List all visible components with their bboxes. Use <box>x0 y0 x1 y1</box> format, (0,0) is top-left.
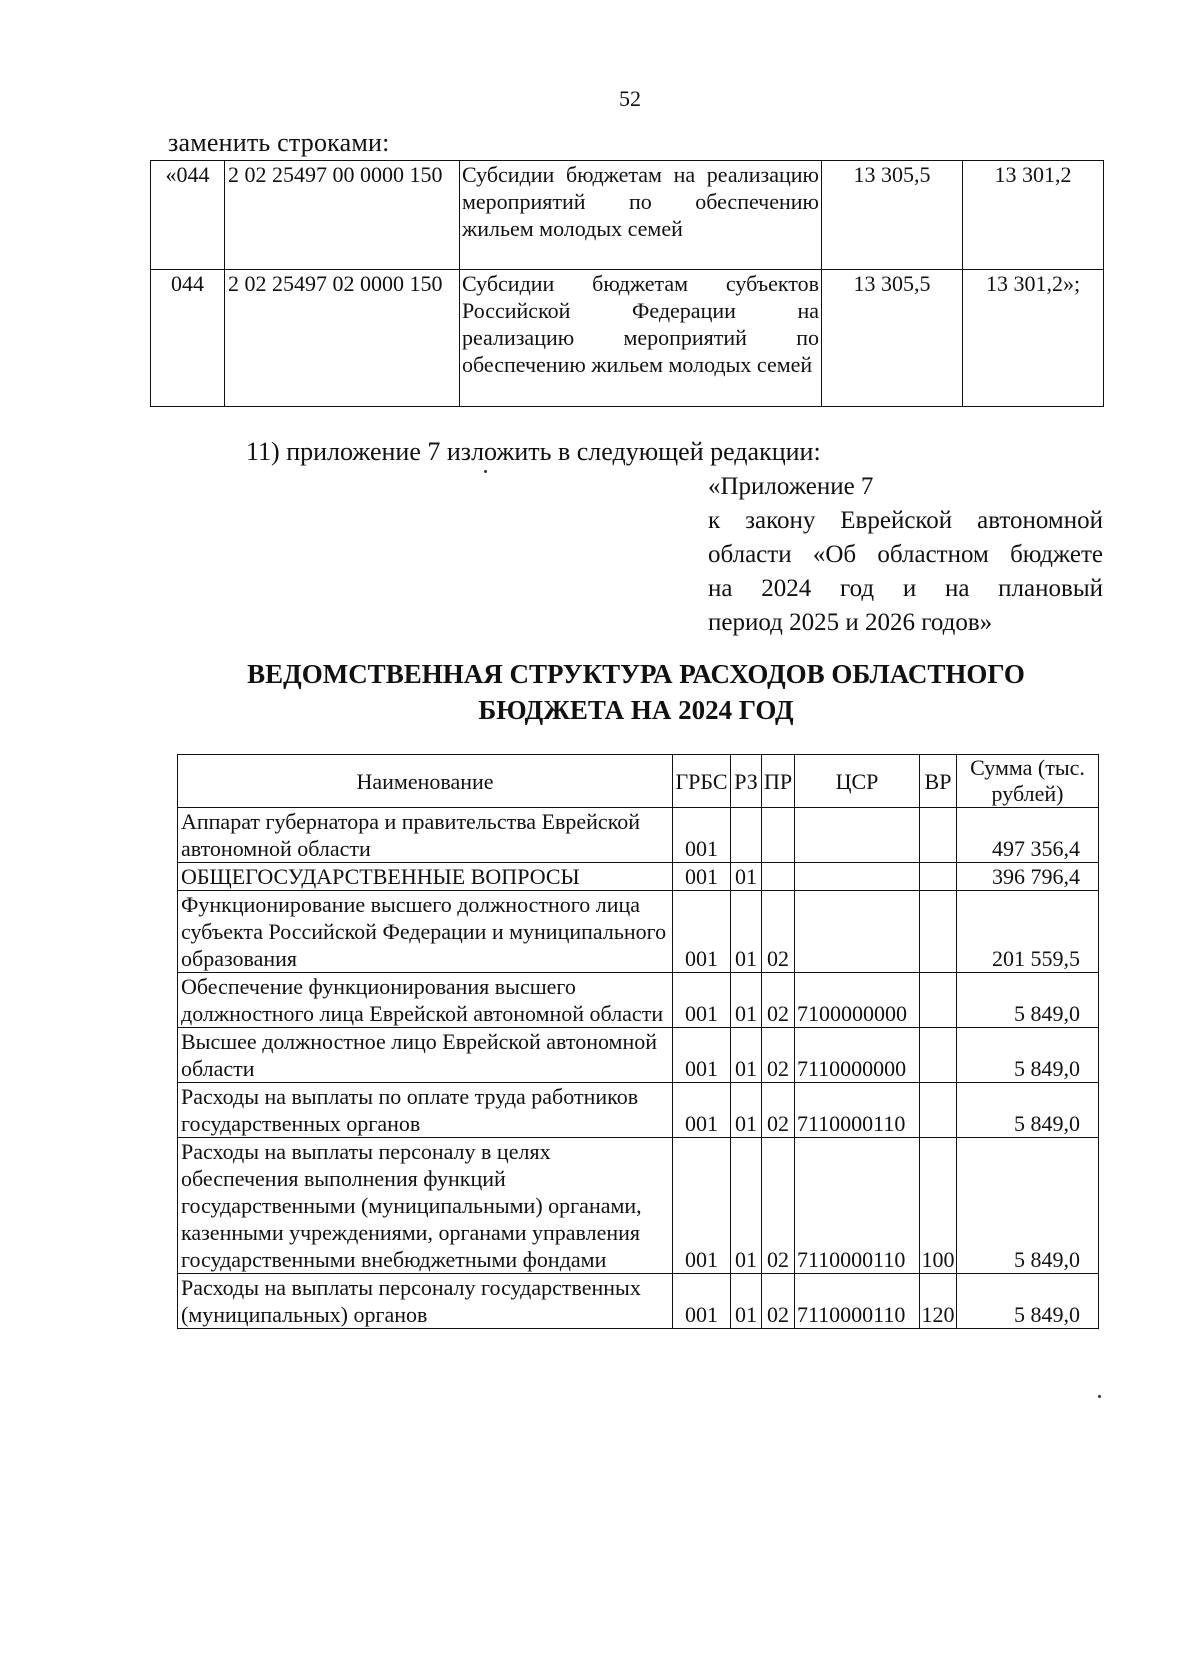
row-sum: 5 849,0 <box>957 1083 1099 1138</box>
table-row <box>178 863 1099 891</box>
amount-2025: 13 305,5 <box>822 270 963 407</box>
scan-speck <box>1098 1395 1101 1398</box>
row-rz: 01 <box>731 891 762 973</box>
row-rz <box>731 808 762 863</box>
row-pr <box>762 808 795 863</box>
row-vr <box>920 863 957 891</box>
row-grbs: 001 <box>673 1083 731 1138</box>
row-grbs: 001 <box>673 973 731 1028</box>
row-name: Расходы на выплаты персоналу в целях обеспечения выполнения функций государственными (муниципальными) органами, казенными учреждениями, органами управления государственными внебюджетными фондами <box>178 1138 673 1274</box>
appendix-line: к закону Еврейской автономной <box>708 507 1103 534</box>
row-grbs: 001 <box>673 1028 731 1083</box>
row-vr: 100 <box>920 1138 957 1274</box>
row-pr: 02 <box>762 1083 795 1138</box>
row-pr: 02 <box>762 1028 795 1083</box>
table-row <box>178 1274 1099 1329</box>
row-rz: 01 <box>731 1274 762 1329</box>
header-sum: Сумма (тыс. рублей) <box>957 755 1099 808</box>
row-rz: 01 <box>731 863 762 891</box>
row-grbs: 001 <box>673 1274 731 1329</box>
table-row <box>151 161 1104 270</box>
row-csr: 7110000110 <box>795 1138 920 1274</box>
table-row <box>151 270 1104 407</box>
intro-text: заменить строками: <box>168 128 390 157</box>
row-grbs: 001 <box>673 1138 731 1274</box>
row-name: Высшее должностное лицо Еврейской автономной области <box>178 1028 673 1083</box>
row-csr <box>795 808 920 863</box>
row-pr: 02 <box>762 1274 795 1329</box>
row-vr: 120 <box>920 1274 957 1329</box>
amount-2025: 13 305,5 <box>822 161 963 270</box>
row-grbs: 001 <box>673 891 731 973</box>
appendix-line: области «Об областном бюджете <box>708 541 1103 568</box>
table-header-row <box>178 755 1099 808</box>
row-csr: 7110000110 <box>795 1083 920 1138</box>
header-pr: ПР <box>762 755 795 808</box>
row-sum: 497 356,4 <box>957 808 1099 863</box>
heading-line: ВЕДОМСТВЕННАЯ СТРУКТУРА РАСХОДОВ ОБЛАСТНОГО <box>247 659 1025 689</box>
amount-2026: 13 301,2 <box>963 161 1104 270</box>
row-pr <box>762 863 795 891</box>
row-grbs: 001 <box>673 808 731 863</box>
row-name: Обеспечение функционирования высшего должностного лица Еврейской автономной области <box>178 973 673 1028</box>
row-sum: 5 849,0 <box>957 973 1099 1028</box>
page-number: 52 <box>619 86 641 111</box>
row-name: ОБЩЕГОСУДАРСТВЕННЫЕ ВОПРОСЫ <box>178 863 673 891</box>
appendix-line: на 2024 год и на плановый <box>708 575 1103 602</box>
row-vr <box>920 973 957 1028</box>
row-vr <box>920 1083 957 1138</box>
heading-line: БЮДЖЕТА НА 2024 ГОД <box>478 695 794 725</box>
header-csr: ЦСР <box>795 755 920 808</box>
row-name: Расходы на выплаты по оплате труда работников государственных органов <box>178 1083 673 1138</box>
table-row <box>178 1083 1099 1138</box>
row-pr: 02 <box>762 973 795 1028</box>
row-sum: 5 849,0 <box>957 1028 1099 1083</box>
income-name: Субсидии бюджетам субъектов Российской Федерации на реализацию мероприятий по обеспечению жильем молодых семей <box>460 270 822 407</box>
header-grbs: ГРБС <box>673 755 731 808</box>
row-csr: 7110000110 <box>795 1274 920 1329</box>
row-sum: 5 849,0 <box>957 1274 1099 1329</box>
admin-code: 044 <box>151 270 225 407</box>
row-rz: 01 <box>731 973 762 1028</box>
row-name: Аппарат губернатора и правительства Еврейской автономной области <box>178 808 673 863</box>
appendix-reference <box>708 470 1103 640</box>
header-name: Наименование <box>178 755 673 808</box>
table-row <box>178 808 1099 863</box>
appendix-line: «Приложение 7 <box>708 473 874 500</box>
replacement-table <box>150 160 1104 407</box>
appendix-line: период 2025 и 2026 годов» <box>708 609 993 636</box>
row-sum: 5 849,0 <box>957 1138 1099 1274</box>
amount-2026: 13 301,2»; <box>963 270 1104 407</box>
row-rz: 01 <box>731 1138 762 1274</box>
row-csr: 7110000000 <box>795 1028 920 1083</box>
row-pr: 02 <box>762 1138 795 1274</box>
scan-speck <box>484 470 487 473</box>
row-sum: 201 559,5 <box>957 891 1099 973</box>
table-row <box>178 973 1099 1028</box>
row-csr <box>795 863 920 891</box>
document-heading <box>160 656 1112 728</box>
budget-code: 2 02 25497 00 0000 150 <box>225 161 460 270</box>
table-row <box>178 891 1099 973</box>
budget-code: 2 02 25497 02 0000 150 <box>225 270 460 407</box>
row-vr <box>920 808 957 863</box>
table-row <box>178 1028 1099 1083</box>
row-grbs: 001 <box>673 863 731 891</box>
row-vr <box>920 891 957 973</box>
row-csr <box>795 891 920 973</box>
table-body <box>178 808 1099 1329</box>
row-vr <box>920 1028 957 1083</box>
row-csr: 7100000000 <box>795 973 920 1028</box>
header-rz: РЗ <box>731 755 762 808</box>
row-rz: 01 <box>731 1028 762 1083</box>
row-name: Функционирование высшего должностного лица субъекта Российской Федерации и муниципального образования <box>178 891 673 973</box>
header-vr: ВР <box>920 755 957 808</box>
row-rz: 01 <box>731 1083 762 1138</box>
row-pr: 02 <box>762 891 795 973</box>
row-sum: 396 796,4 <box>957 863 1099 891</box>
table-row <box>178 1138 1099 1274</box>
expenditure-table <box>177 754 1099 1329</box>
admin-code: «044 <box>151 161 225 270</box>
row-name: Расходы на выплаты персоналу государственных (муниципальных) органов <box>178 1274 673 1329</box>
income-name: Субсидии бюджетам на реализацию мероприятий по обеспечению жильем молодых семей <box>460 161 822 270</box>
item-11: 11) приложение 7 изложить в следующей редакции: <box>246 437 821 466</box>
